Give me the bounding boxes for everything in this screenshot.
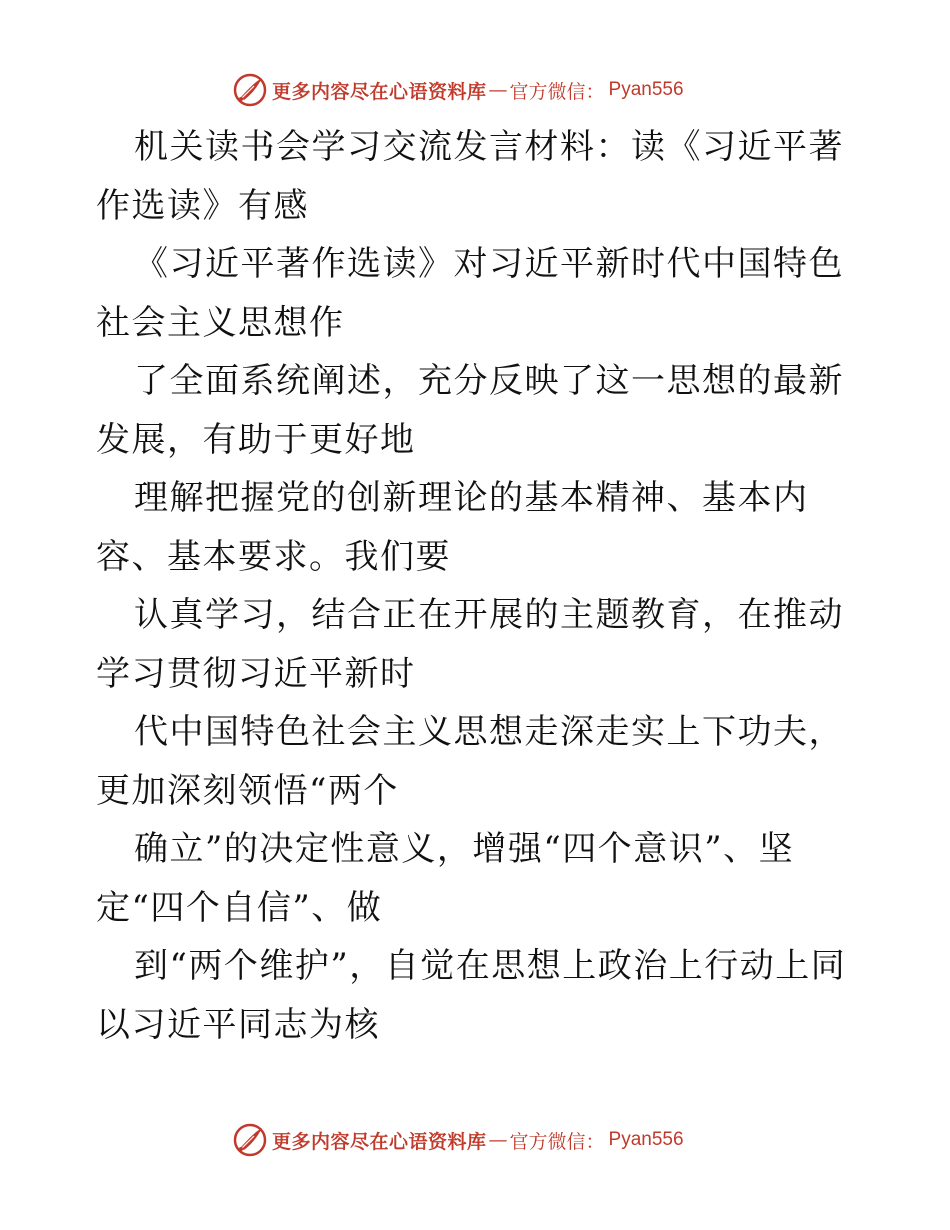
quill-pen-logo-icon xyxy=(232,72,268,108)
paragraph: 到“两个维护”，自觉在思想上政治上行动上同以习近平同志为核 xyxy=(96,946,847,1045)
banner-wechat-label: 官方微信： xyxy=(509,1130,605,1153)
paragraph: 认真学习，结合正在开展的主题教育，在推动学习贯彻习近平新时 xyxy=(96,595,844,694)
quill-pen-logo-icon xyxy=(232,1122,268,1158)
paragraph: 代中国特色社会主义思想走深走实上下功夫，更加深刻领悟“两个 xyxy=(96,712,844,811)
banner-title: 更多内容尽在心语资料库 xyxy=(272,80,487,103)
banner-wechat-id: Pyan556 xyxy=(608,1129,684,1150)
header-banner[interactable] xyxy=(232,70,684,110)
banner-wechat-id: Pyan556 xyxy=(608,79,684,100)
footer-banner[interactable] xyxy=(232,1120,684,1160)
banner-separator: — xyxy=(488,79,508,101)
document-title: 机关读书会学习交流发言材料：读《习近平著作选读》有感 xyxy=(96,127,844,226)
banner-title: 更多内容尽在心语资料库 xyxy=(272,1130,487,1153)
paragraph: 了全面系统阐述，充分反映了这一思想的最新发展，有助于更好地 xyxy=(96,361,844,460)
document-body xyxy=(96,118,856,1054)
paragraph: 确立”的决定性意义，增强“四个意识”、坚定“四个自信”、做 xyxy=(96,829,795,928)
banner-separator: — xyxy=(488,1129,508,1151)
paragraph: 《习近平著作选读》对习近平新时代中国特色社会主义思想作 xyxy=(96,244,844,343)
paragraph: 理解把握党的创新理论的基本精神、基本内容、基本要求。我们要 xyxy=(96,478,809,577)
banner-wechat-label: 官方微信： xyxy=(509,80,605,103)
